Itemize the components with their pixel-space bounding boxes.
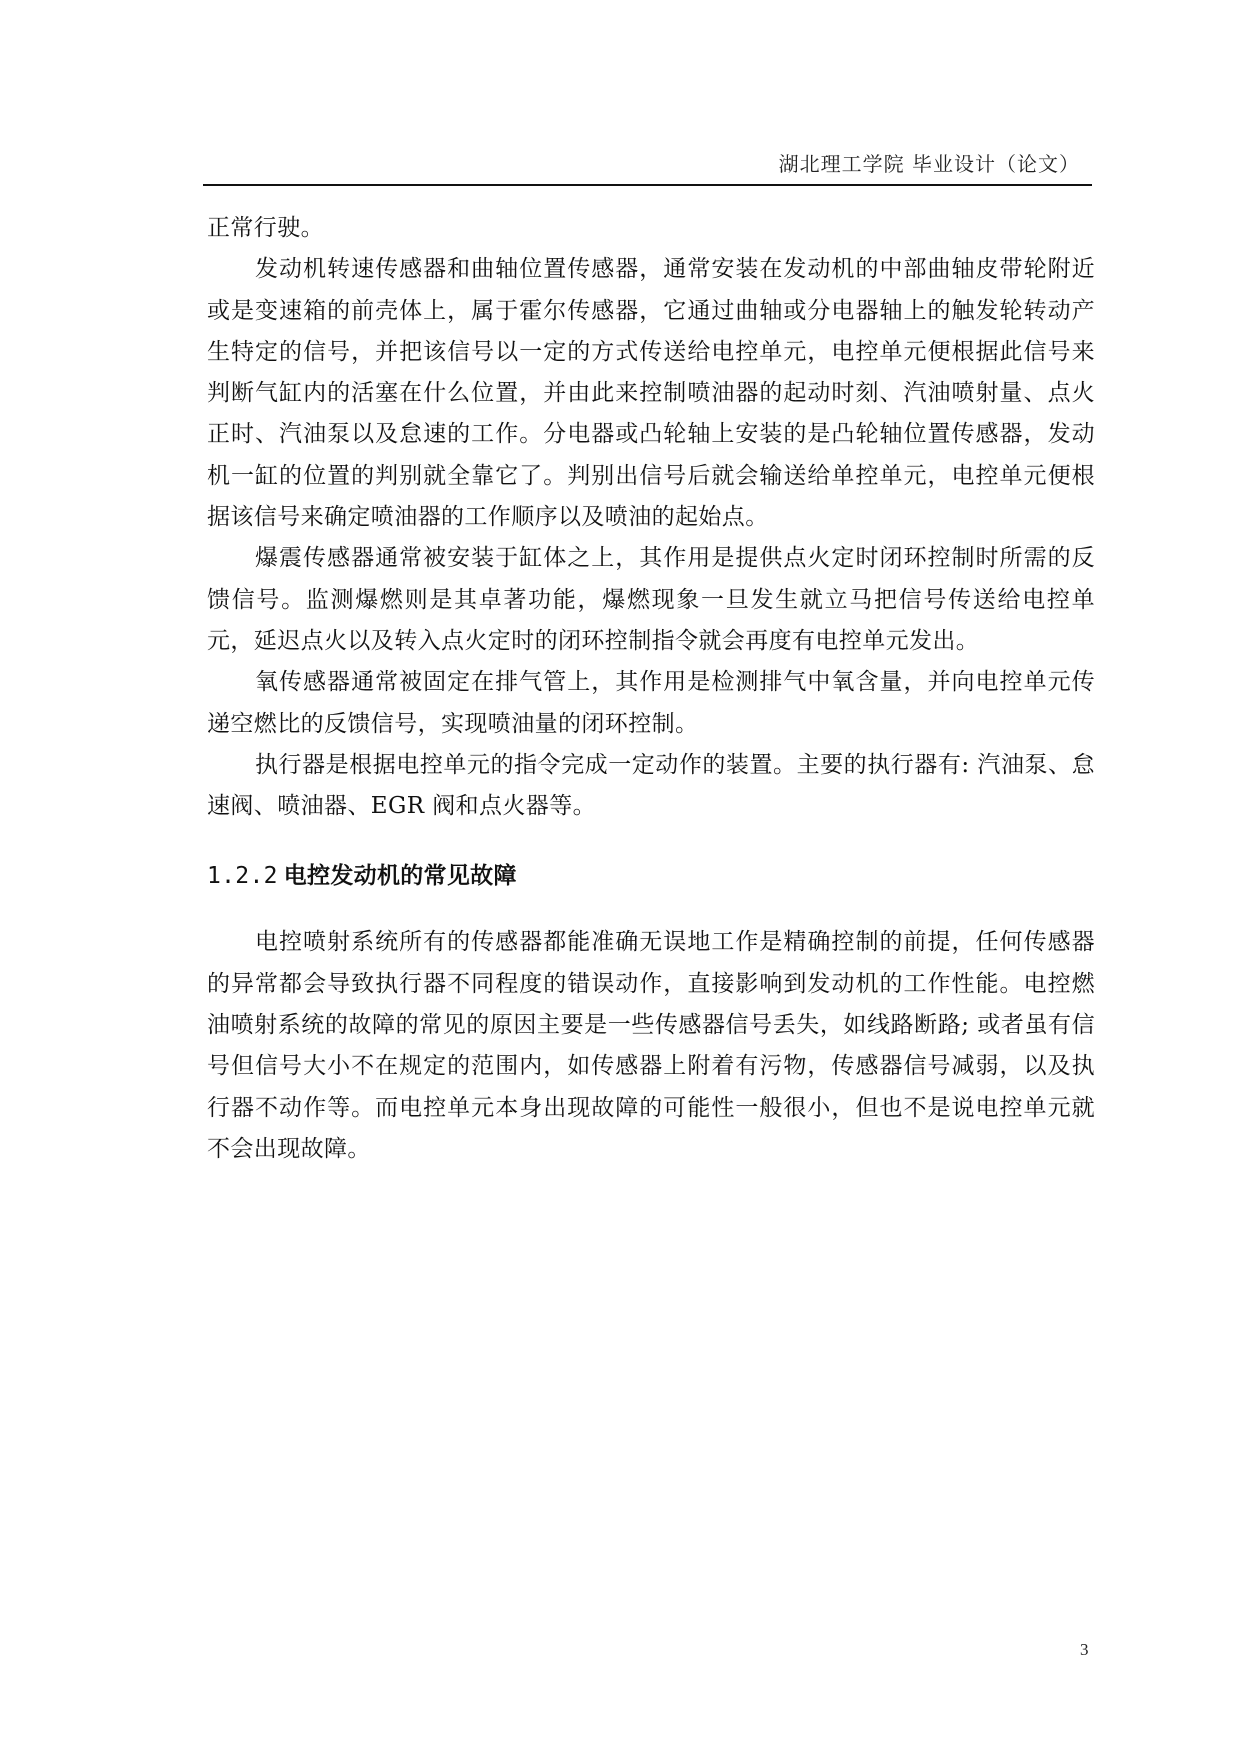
header-title: 湖北理工学院 毕业设计（论文） <box>778 152 1080 176</box>
page-number: 3 <box>1080 1640 1089 1659</box>
paragraph: 氧传感器通常被固定在排气管上，其作用是检测排气中氧含量，并向电控单元传递空燃比的反馈信号，实现喷油量的闭环控制。 <box>207 669 1095 737</box>
page-header <box>203 148 1092 186</box>
paragraph: 发动机转速传感器和曲轴位置传感器，通常安装在发动机的中部曲轴皮带轮附近或是变速箱的前壳体上，属于霍尔传感器，它通过曲轴或分电器轴上的触发轮转动产生特定的信号，并把该信号以一定的方式传送给电控单元，电控单元便根据此信号来判断气缸内的活塞在什么位置，并由此来控制喷油器的起动时刻、汽油喷射量、点火正时、汽油泵以及怠速的工作。分电器或凸轮轴上安装的是凸轮轴位置传感器，发动机一缸的位置的判别就全靠它了。判别出信号后就会输送给单控单元，电控单元便根据该信号来确定喷油器的工作顺序以及喷油的起始点。 <box>207 256 1095 531</box>
paragraph: 爆震传感器通常被安装于缸体之上，其作用是提供点火定时闭环控制时所需的反馈信号。监测爆燃则是其卓著功能，爆燃现象一旦发生就立马把信号传送给电控单元，延迟点火以及转入点火定时的闭环控制指令就会再度有电控单元发出。 <box>207 545 1095 654</box>
body-content <box>207 208 1095 1170</box>
section-heading <box>207 856 1095 897</box>
section-title: 电控发动机的常见故障 <box>283 863 517 890</box>
paragraph: 执行器是根据电控单元的指令完成一定动作的装置。主要的执行器有: 汽油泵、怠速阀、喷油器、EGR 阀和点火器等。 <box>207 751 1095 820</box>
paragraph: 正常行驶。 <box>207 215 324 241</box>
section-number: 1.2.2 <box>207 863 278 890</box>
paragraph: 电控喷射系统所有的传感器都能准确无误地工作是精确控制的前提，任何传感器的异常都会导致执行器不同程度的错误动作，直接影响到发动机的工作性能。电控燃油喷射系统的故障的常见的原因主要是一些传感器信号丢失，如线路断路; 或者虽有信号但信号大小不在规定的范围内，如传感器上附着有污物，传感器信号减弱，以及执行器不动作等。而电控单元本身出现故障的可能性一般很小，但也不是说电控单元就不会出现故障。 <box>207 929 1095 1162</box>
